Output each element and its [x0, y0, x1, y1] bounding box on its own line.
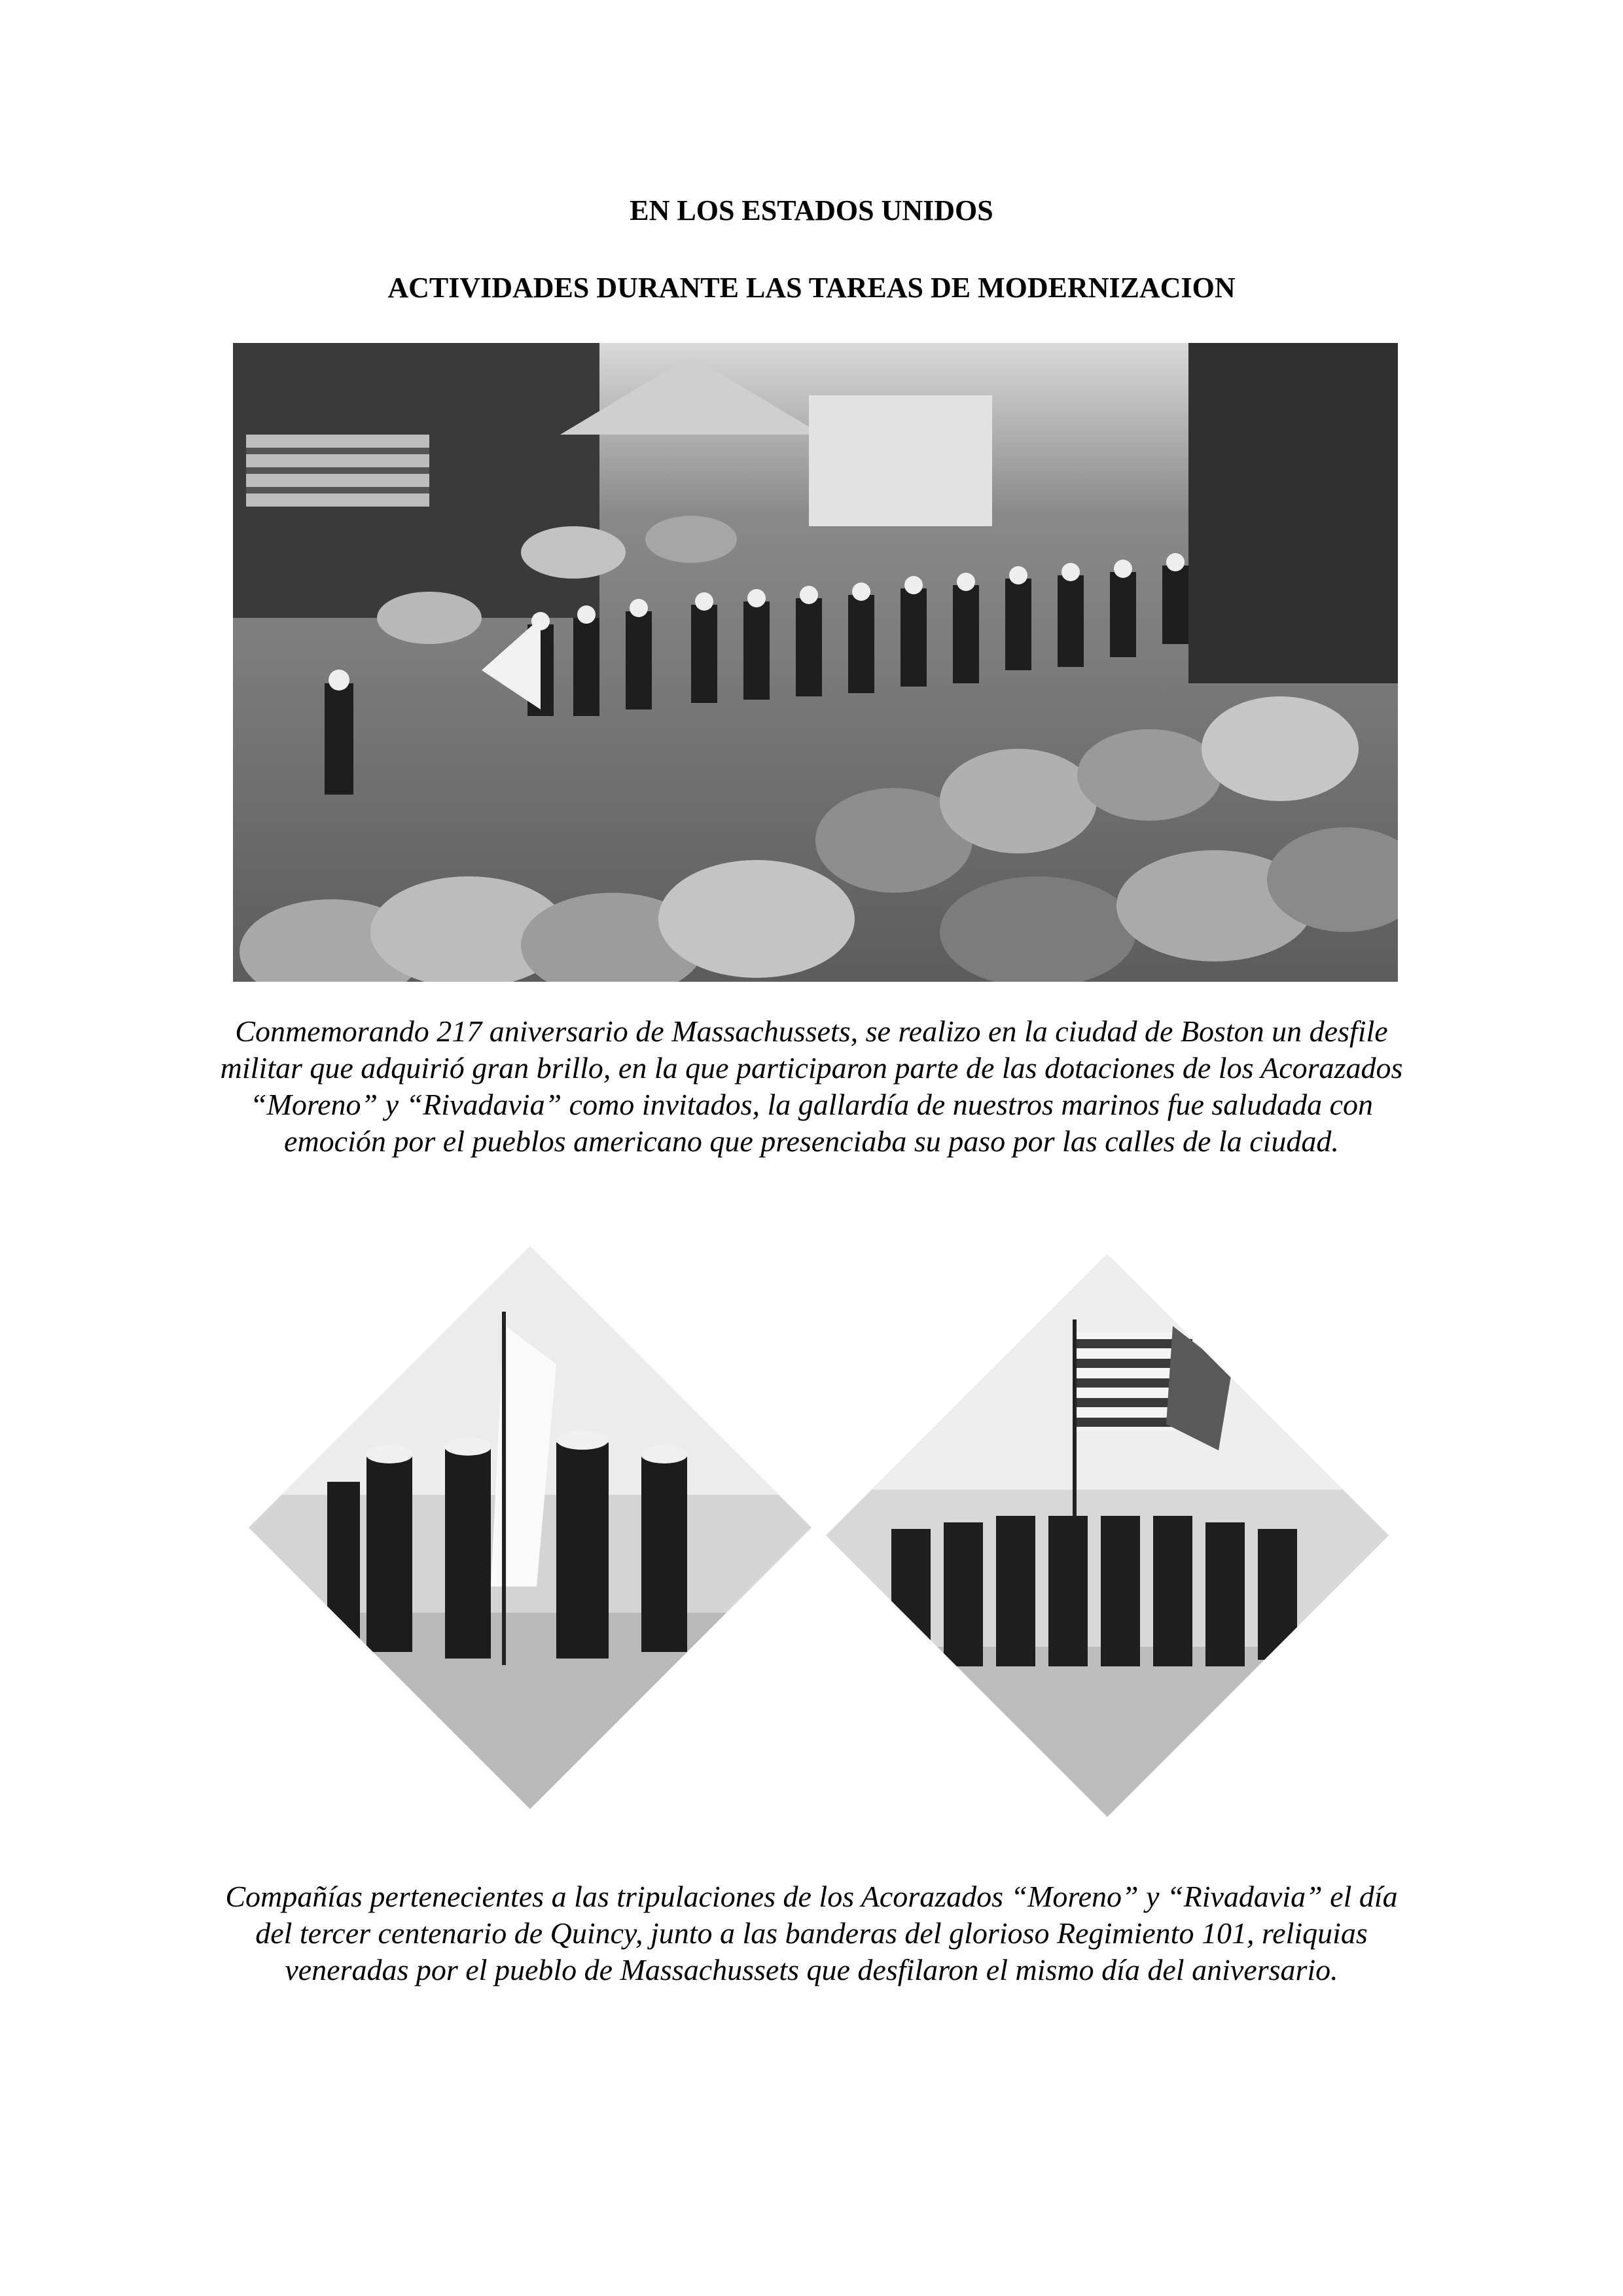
page-title: EN LOS ESTADOS UNIDOS — [630, 194, 993, 226]
parade-photo-graphic — [233, 343, 1398, 982]
diamond-photo-right-graphic — [826, 1254, 1389, 1817]
caption-quincy-centenary: Compañías pertenecientes a las tripulaciones de los Acorazados “Moreno” y “Rivadavia” el día del tercer centenario de Quincy, junto a las banderas del glorioso Regimiento 101, reliquias veneradas por el pueblo de Massachussets que desfilaron el mismo día del aniversario. — [225, 1880, 1398, 1986]
diamond-photo-left — [249, 1246, 812, 1809]
caption-boston-parade: Conmemorando 217 aniversario de Massachussets, se realizo en la ciudad de Boston un desfile militar que adquirió gran brillo, en la que participaron parte de las dotaciones de los Acorazados “Moreno” y “Rivadavia” como invitados, la gallardía de nuestros marinos fue saludada con emoción por el pueblos americano que presenciaba su paso por las calles de la ciudad. — [220, 1014, 1403, 1158]
diamond-photo-left-graphic — [249, 1246, 812, 1809]
diamond-photo-right — [826, 1254, 1389, 1817]
bunting — [246, 435, 429, 507]
parade-photo — [233, 343, 1398, 982]
page-subtitle: ACTIVIDADES DURANTE LAS TAREAS DE MODERNIZACION — [387, 272, 1236, 304]
